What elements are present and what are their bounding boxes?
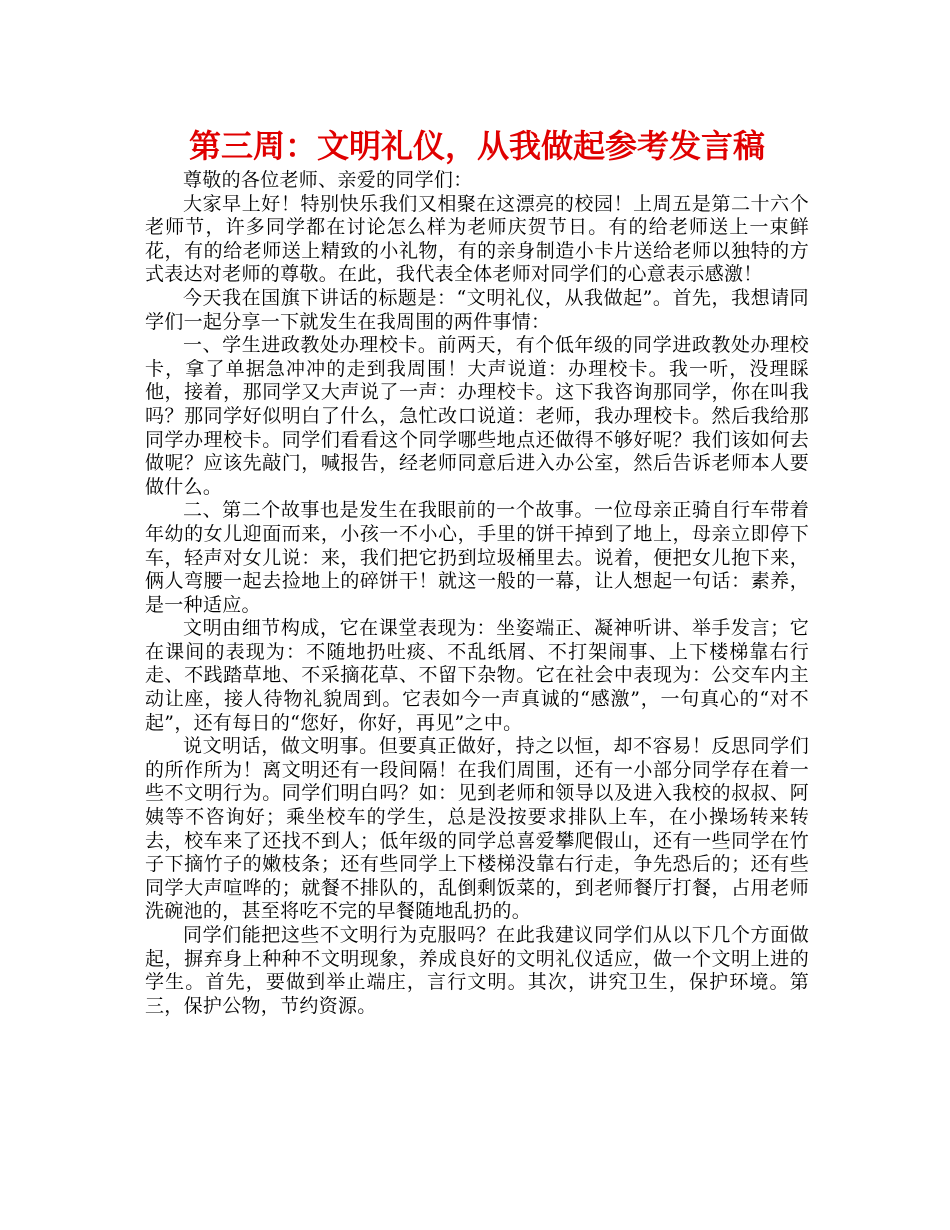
uncivil-behaviors-paragraph: 说文明话，做文明事。但要真正做好，持之以恒，却不容易！反思同学们的所作所为！离文明还有一段间隔！在我们周围，还有一小部分同学存在着一些不文明行为。同学们明白吗？如：见到老师和领导以及进入我校的叔叔、阿姨等不咨询好；乘坐校车的学生，总是没按要求排队上车，在小操场转来转去，校车来了还找不到人；低年级的同学总喜爱攀爬假山，还有一些同学在竹子下摘竹子的嫩枝条；还有些同学上下楼梯没靠右行走，争先恐后的；还有些同学大声喧哗的；就餐不排队的，乱倒剩饭菜的，到老师餐厅打餐，占用老师洗碗池的，甚至将吃不完的早餐随地乱扔的。	[145, 735, 809, 923]
salutation-paragraph: 尊敬的各位老师、亲爱的同学们：	[183, 169, 473, 191]
document-title: 第三周：文明礼仪，从我做起参考发言稿	[188, 127, 765, 165]
story-two-paragraph: 二、第二个故事也是发生在我眼前的一个故事。一位母亲正骑自行车带着年幼的女儿迎面而来，小孩一不小心，手里的饼干掉到了地上，母亲立即停下车，轻声对女儿说：来，我们把它扔到垃圾桶里去。说着，便把女儿抱下来，俩人弯腰一起去捡地上的碎饼干！就这一般的一幕，让人想起一句话：素养，是一种适应。	[145, 499, 809, 616]
civility-details-paragraph: 文明由细节构成，它在课堂表现为：坐姿端正、凝神听讲、举手发言；它在课间的表现为：不随地扔吐痰、不乱纸屑、不打架闹事、上下楼梯靠右行走、不践踏草地、不采摘花草、不留下杂物。它在社会中表现为：公交车内主动让座，接人待物礼貌周到。它表如今一声真诚的“感激”，一句真心的“对不起”，还有每日的“您好，你好，再见”之中。	[145, 617, 809, 734]
story-one-paragraph: 一、学生进政教处办理校卡。前两天，有个低年级的同学进政教处办理校卡，拿了单据急冲冲的走到我周围！大声说道：办理校卡。我一听，没理睬他，接着，那同学又大声说了一声：办理校卡。这下我咨询那同学，你在叫我吗？那同学好似明白了什么，急忙改口说道：老师，我办理校卡。然后我给那同学办理校卡。同学们看看这个同学哪些地点还做得不够好呢？我们该如何去做呢？应该先敲门，喊报告，经老师同意后进入办公室，然后告诉老师本人要做什么。	[145, 334, 809, 498]
greeting-paragraph: 大家早上好！特别快乐我们又相聚在这漂亮的校园！上周五是第二十六个老师节，许多同学都在讨论怎么样为老师庆贺节日。有的给老师送上一束鲜花，有的给老师送上精致的小礼物，有的亲身制造小卡片送给老师以独特的方式表达对老师的尊敬。在此，我代表全体老师对同学们的心意表示感激！	[145, 192, 809, 286]
suggestions-paragraph: 同学们能把这些不文明行为克服吗？在此我建议同学们从以下几个方面做起，摒弃身上种种不文明现象，养成良好的文明礼仪适应，做一个文明上进的学生。首先，要做到举止端庄，言行文明。其次，讲究卫生，保护环境。第三，保护公物，节约资源。	[145, 924, 809, 1017]
document-page	[145, 125, 809, 1018]
topic-paragraph: 今天我在国旗下讲话的标题是：“文明礼仪，从我做起”。首先，我想请同学们一起分享一下就发生在我周围的两件事情：	[145, 286, 809, 333]
